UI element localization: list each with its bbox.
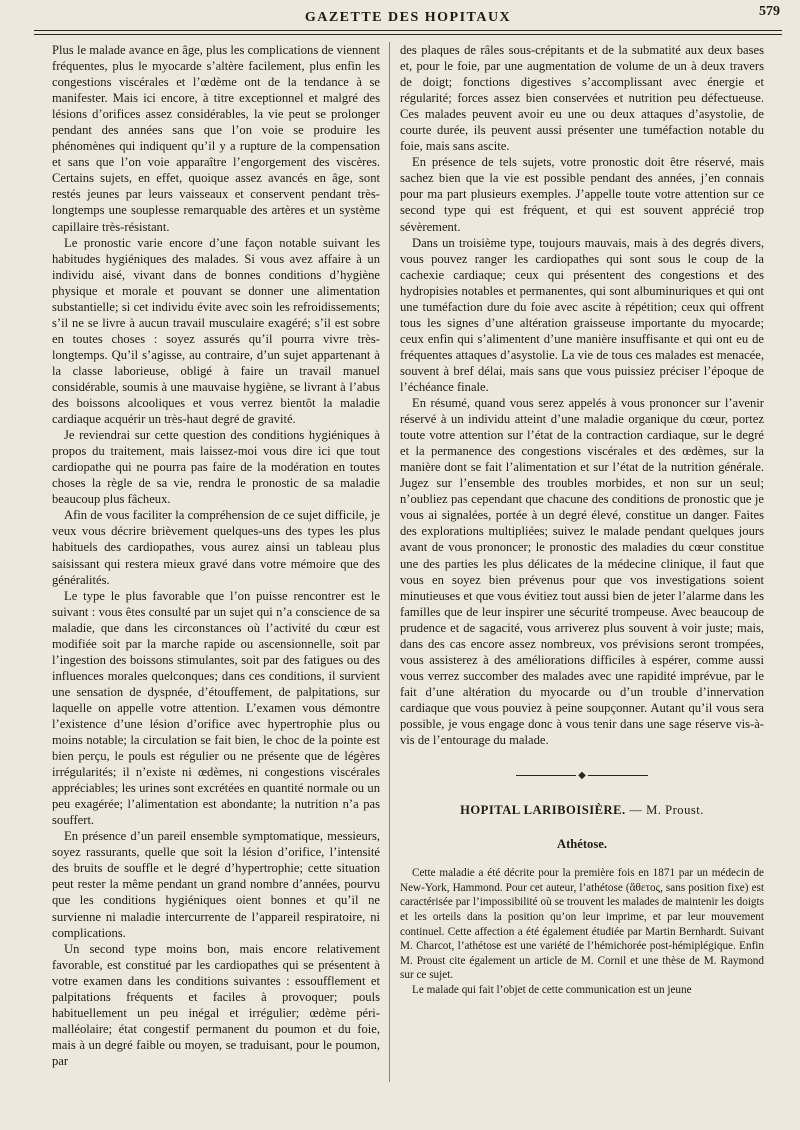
section-heading: [400, 802, 764, 818]
paragraph: Le malade qui fait l’objet de cette communication est un jeune: [412, 983, 692, 996]
paragraph: Afin de vous faciliter la compréhension de ce sujet difficile, je veux vous décrire brièvement quelques-uns des types les plus habituels des cardiopathes, vous aurez ainsi un tableau plus saisissant qui restera mieux gravé dans votre mémoire que des généralités.: [52, 508, 380, 587]
article-title: Athétose.: [556, 837, 607, 852]
article-body: [400, 866, 764, 997]
paragraph: Plus le malade avance en âge, plus les complications de viennent fréquentes, plus le myocarde s’altère facilement, plus enfin les congestions viscérales et l’œdème ont de la tendance à se manifester. Mais ici encore, à titre exceptionnel et malgré des lésions d’orifices assez considérables, la vie peut se prolonger pendant des années sans que l’on voie se produire les phénomènes qui indiquent qu’il y a rupture de la compensation et sans que l’on voie apparaître l’engorgement des viscères. Certains sujets, en effet, quoique assez avancés en âge, sont restés jeunes par leurs vaisseaux et conservent pendant très-longtemps une souplesse remarquable des artères et un système capillaire très-résistant.: [52, 43, 380, 234]
column-separator: [389, 42, 390, 1082]
section-ornament: ◆: [400, 768, 764, 784]
page-number: 579: [759, 4, 780, 19]
paragraph: des plaques de râles sous-crépitants et de la submatité aux deux bases et, pour le foie, par une augmentation de volume de un à deux travers de doigt; fonctions digestives s’accomplissant avec énergie et régularité; forces assez bien conservées et nutrition peu défectueuse. Ces malades peuvent avoir eu une ou deux attaques d’asystolie, de courte durée, ils peuvent aussi présenter une tuméfaction notable du foie, mais sans ascite.: [400, 43, 764, 154]
paragraph: En résumé, quand vous serez appelés à vous prononcer sur l’avenir réservé à un individu atteint d’une maladie organique du cœur, portez toute votre attention sur l’état de la contraction cardiaque, sur le degré et la permanence des congestions viscérales et des œdèmes, sur la manière dont se fait l’alimentation et sur l’état de la nutrition générale. Jugez sur l’ensemble des troubles morbides, et non sur un seul; n’oubliez pas cependant que chacune des conditions de pronostic que je vous ai signalées, portée à un degré élevé, constitue un danger. Faites des explorations multipliées; suivez le malade pendant quelques jours avant de vous prononcer; le pronostic des maladies du cœur constitue une des parties les plus délicates de la médecine clinique, il faut que vous en soyez bien prévenus pour que vos investigations soient minutieuses et que vous évitiez tout aussi bien de jeter l’alarme dans les familles que de leur inspirer une sécurité trompeuse. Avec beaucoup de prudence et de sagacité, vous arriverez plus souvent à voir juste; mais, dans des cas encore assez nombreux, vos prévisions seront trompées, vous assisterez à des améliorations difficiles à espérer, comme aussi vous verrez succomber des malades avec une rapidité imprévue, par le fait d’une altération du myocarde ou d’un trouble d’innervation cardiaque que vous pouviez à peine soupçonner. Autant qu’il vous sera possible, je vous engage donc à vous tenir dans une sage réserve vis-à-vis de l’entourage du malade.: [400, 396, 764, 748]
left-column: [52, 42, 380, 1069]
paragraph: Je reviendrai sur cette question des conditions hygiéniques à propos du traitement, mais laissez-moi vous dire ici que tout cardiopathe qui ne pourra pas faire de la modération en toutes choses la règle de sa vie, rendra le pronostic de sa maladie beaucoup plus fâcheux.: [52, 428, 380, 507]
paragraph: Le type le plus favorable que l’on puisse rencontrer est le suivant : vous êtes consulté par un sujet qui n’a conscience de sa maladie, que dans les circonstances où l’activité du cœur est modifiée soit par la marche rapide ou ascensionnelle, soit par l’ingestion des boissons stimulantes, soit par des fatigues ou des influences morales quelconques; dans ces conditions, il survient une sensation de dyspnée, d’étouffement, de palpitations, sur laquelle on appelle votre attention. L’examen vous démontre l’existence d’une lésion d’orifice avec hypertrophie plus ou moins notable; la circulation se fait bien, le choc de la pointe est bien perçu, le pouls est régulier ou ne présente que de légères irrégularités; il n’existe ni œdèmes, ni congestions viscérales appréciables; les urines sont excrétées en quantité normale ou un peu exagérée; l’alimentation est abondante; la nutrition n’a pas souffert.: [52, 588, 380, 828]
paragraph: En présence d’un pareil ensemble symptomatique, messieurs, soyez rassurants, quelle que soit la lésion d’orifice, l’intensité des bruits de souffle et le degré d’hypertrophie; cette situation peut rester la même pendant un grand nombre d’années, pourvu que les conditions hygiéniques oient bonnes et qu’il ne survienne ni maladie intercurrente de l’appareil respiratoire, ni complications.: [52, 829, 380, 940]
paragraph: Dans un troisième type, toujours mauvais, mais à des degrés divers, vous pouvez ranger les cardiopathes qui sont sous le coup de la cachexie cardiaque; ceux qui présentent des congestions et des hydropisies notables et permanentes, qui sont albuminuriques et qui ont une tuméfaction dure du foie avec ascite à répétition; ceux qui offrent tous les signes d’une altération graisseuse importante du myocarde; ceux enfin qui s’alimentent d’une manière insuffisante et qui ont eu de fréquentes attaques d’asystolie. La vie de tous ces malades est menacée, souvent à bref délai, mais sans que vous puissiez préciser l’époque de l’échéance finale.: [400, 235, 764, 394]
paragraph: En présence de tels sujets, votre pronostic doit être réservé, mais sachez bien que la vie est possible pendant des années, j’en connais pour ma part plusieurs exemples. J’appelle toute votre attention sur ce second type qui est fréquent, et qui est souvent apprécié trop sévèrement.: [400, 155, 764, 234]
paragraph: Le pronostic varie encore d’une façon notable suivant les habitudes hygiéniques des malades. Si vous avez affaire à un individu aisé, vivant dans de bonnes conditions d’hygiène physique et morale et pouvant se donner une alimentation substantielle; si cet individu évite avec soin les refroidissements; s’il ne se livre à aucun travail musculaire exagéré; s’il est sobre en toutes choses : soyez assurés qu’il pourra vivre très-longtemps. Qu’il s’agisse, au contraire, d’un sujet appartenant à la classe laborieuse, obligé à faire un travail manuel considérable, soumis à une mauvaise hygiène, se livrant à l’abus des boissons alcooliques et vous verrez bientôt la maladie cardiaque acquérir un très-haut degré de gravité.: [52, 235, 380, 427]
header-rule-thin: [34, 34, 782, 35]
right-column: [400, 42, 764, 998]
section-author: — M. Proust.: [629, 803, 704, 818]
journal-title: GAZETTE DES HOPITAUX: [304, 10, 512, 25]
header-rule: [34, 30, 782, 31]
paragraph: Un second type moins bon, mais encore relativement favorable, est constitué par les cardiopathes qui se présentent à votre examen dans les conditions suivantes : essoufflement et palpitations fréquents et faciles à provoquer; pouls habituellement un peu inégal et irrégulier; œdème péri-malléolaire; état congestif permanent du poumon et du foie, mais à un degré faible ou moyen, se traduisant, pour le poumon, par: [52, 941, 380, 1068]
hospital-name: HOPITAL LARIBOISIÈRE.: [460, 803, 626, 818]
paragraph: Cette maladie a été décrite pour la première fois en 1871 par un médecin de New-York, Hammond. Pour cet auteur, l’athétose (ἄθετος, sans position fixe) est caractérisée par l’impossibilité où se trouvent les malades de maintenir les doigts et les orteils dans la position qu’on leur imprime, et par leur mouvement continuel. Cette affection a été également étudiée par Martin Bernhardt. Suivant M. Charcot, l’athétose est une variété de l’hémichorée post-hémiplégique. Enfin M. Proust cite également un article de M. Cornil et une thèse de M. Raymond sur ce sujet.: [400, 867, 764, 982]
